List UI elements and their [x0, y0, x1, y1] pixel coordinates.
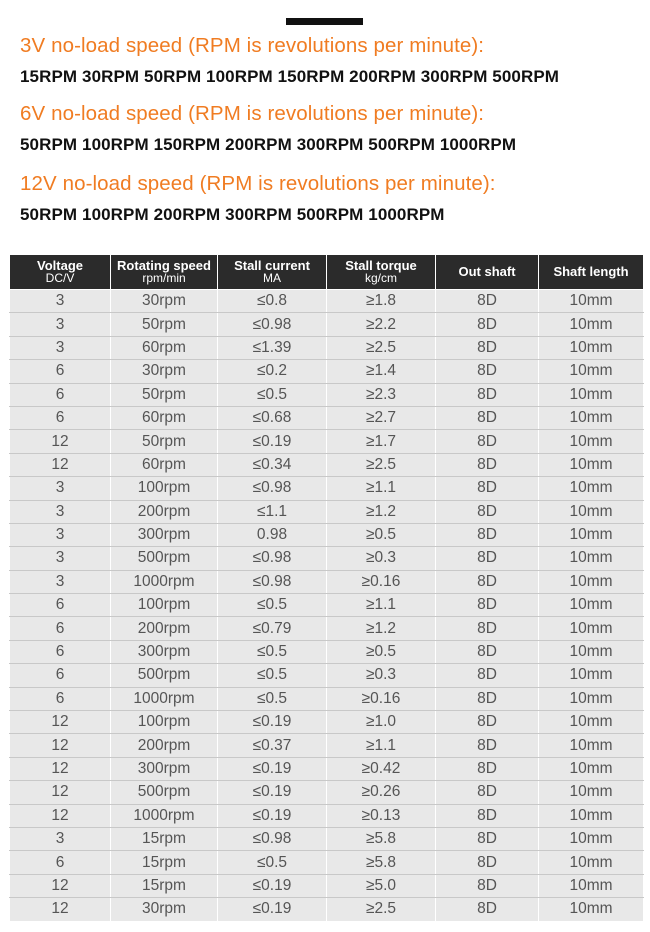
table-row	[10, 360, 644, 383]
cell-stall-current: ≤0.5	[218, 594, 327, 617]
cell-stall-current: 0.98	[218, 523, 327, 546]
cell-rotating-speed: 30rpm	[111, 290, 218, 313]
header-stall-current	[218, 255, 327, 290]
cell-stall-torque: ≥2.5	[327, 898, 436, 921]
cell-shaft-length: 10mm	[539, 500, 644, 523]
cell-stall-current: ≤0.5	[218, 687, 327, 710]
header-stall-torque	[327, 255, 436, 290]
cell-rotating-speed: 300rpm	[111, 640, 218, 663]
cell-stall-torque: ≥1.7	[327, 430, 436, 453]
table-row	[10, 640, 644, 663]
cell-rotating-speed: 50rpm	[111, 430, 218, 453]
cell-voltage: 3	[10, 500, 111, 523]
speeds-3v: 15RPM 30RPM 50RPM 100RPM 150RPM 200RPM 300RPM 500RPM	[20, 67, 560, 86]
cell-rotating-speed: 60rpm	[111, 453, 218, 476]
cell-voltage: 3	[10, 313, 111, 336]
cell-stall-torque: ≥5.0	[327, 874, 436, 897]
cell-voltage: 6	[10, 383, 111, 406]
cell-rotating-speed: 100rpm	[111, 711, 218, 734]
table-row	[10, 664, 644, 687]
cell-shaft-length: 10mm	[539, 430, 644, 453]
heading-3v: 3V no-load speed (RPM is revolutions per minute):	[20, 34, 485, 57]
header-stall-torque-unit: kg/cm	[364, 271, 397, 285]
cell-rotating-speed: 30rpm	[111, 898, 218, 921]
cell-shaft-length: 10mm	[539, 757, 644, 780]
cell-voltage: 12	[10, 734, 111, 757]
cell-stall-torque: ≥0.3	[327, 547, 436, 570]
table-row	[10, 523, 644, 546]
cell-shaft-length: 10mm	[539, 406, 644, 429]
cell-stall-torque: ≥1.2	[327, 500, 436, 523]
cell-voltage: 3	[10, 547, 111, 570]
cell-shaft-length: 10mm	[539, 594, 644, 617]
cell-stall-current: ≤0.98	[218, 547, 327, 570]
table-row	[10, 898, 644, 921]
cell-voltage: 3	[10, 336, 111, 359]
cell-out-shaft: 8D	[436, 711, 539, 734]
cell-stall-torque: ≥2.2	[327, 313, 436, 336]
table-row	[10, 827, 644, 850]
cell-shaft-length: 10mm	[539, 477, 644, 500]
cell-shaft-length: 10mm	[539, 898, 644, 921]
cell-voltage: 12	[10, 874, 111, 897]
cell-shaft-length: 10mm	[539, 570, 644, 593]
table-row	[10, 290, 644, 313]
cell-out-shaft: 8D	[436, 757, 539, 780]
cell-out-shaft: 8D	[436, 477, 539, 500]
cell-out-shaft: 8D	[436, 453, 539, 476]
header-stall-current-unit: MA	[263, 271, 281, 285]
cell-rotating-speed: 100rpm	[111, 594, 218, 617]
header-rotating-speed	[111, 255, 218, 290]
cell-rotating-speed: 500rpm	[111, 781, 218, 804]
cell-shaft-length: 10mm	[539, 734, 644, 757]
cell-stall-current: ≤0.2	[218, 360, 327, 383]
table-row	[10, 594, 644, 617]
table-row	[10, 477, 644, 500]
cell-stall-current: ≤0.98	[218, 477, 327, 500]
cell-voltage: 12	[10, 453, 111, 476]
cell-voltage: 12	[10, 757, 111, 780]
cell-rotating-speed: 50rpm	[111, 383, 218, 406]
cell-rotating-speed: 30rpm	[111, 360, 218, 383]
cell-out-shaft: 8D	[436, 406, 539, 429]
speeds-12v: 50RPM 100RPM 200RPM 300RPM 500RPM 1000RPM	[20, 205, 445, 224]
cell-shaft-length: 10mm	[539, 874, 644, 897]
table-row	[10, 430, 644, 453]
table-row	[10, 617, 644, 640]
cell-shaft-length: 10mm	[539, 804, 644, 827]
cell-stall-current: ≤0.98	[218, 570, 327, 593]
cell-stall-torque: ≥1.1	[327, 734, 436, 757]
cell-stall-current: ≤0.68	[218, 406, 327, 429]
cell-stall-torque: ≥5.8	[327, 827, 436, 850]
cell-shaft-length: 10mm	[539, 617, 644, 640]
cell-voltage: 6	[10, 687, 111, 710]
table-row	[10, 453, 644, 476]
cell-rotating-speed: 1000rpm	[111, 804, 218, 827]
header-stall-current-label: Stall current	[234, 258, 310, 273]
table-row	[10, 687, 644, 710]
cell-voltage: 3	[10, 827, 111, 850]
cell-rotating-speed: 50rpm	[111, 313, 218, 336]
cell-stall-torque: ≥1.4	[327, 360, 436, 383]
cell-stall-torque: ≥0.5	[327, 640, 436, 663]
cell-out-shaft: 8D	[436, 734, 539, 757]
cell-voltage: 6	[10, 664, 111, 687]
header-voltage-label: Voltage	[37, 258, 83, 273]
cell-stall-torque: ≥1.0	[327, 711, 436, 734]
cell-shaft-length: 10mm	[539, 383, 644, 406]
table-row	[10, 757, 644, 780]
cell-rotating-speed: 300rpm	[111, 523, 218, 546]
cell-out-shaft: 8D	[436, 874, 539, 897]
cell-rotating-speed: 100rpm	[111, 477, 218, 500]
cell-rotating-speed: 1000rpm	[111, 570, 218, 593]
cell-stall-current: ≤0.98	[218, 313, 327, 336]
cell-shaft-length: 10mm	[539, 827, 644, 850]
cell-voltage: 12	[10, 781, 111, 804]
cell-voltage: 6	[10, 617, 111, 640]
cell-out-shaft: 8D	[436, 430, 539, 453]
header-out-shaft: Out shaft	[436, 255, 539, 290]
cell-stall-torque: ≥5.8	[327, 851, 436, 874]
cell-voltage: 12	[10, 804, 111, 827]
header-rotating-speed-label: Rotating speed	[117, 258, 211, 273]
cell-stall-torque: ≥2.3	[327, 383, 436, 406]
heading-12v: 12V no-load speed (RPM is revolutions per minute):	[20, 172, 496, 195]
cell-shaft-length: 10mm	[539, 664, 644, 687]
table-row	[10, 781, 644, 804]
cell-voltage: 3	[10, 523, 111, 546]
cell-rotating-speed: 15rpm	[111, 874, 218, 897]
cell-out-shaft: 8D	[436, 336, 539, 359]
table-row	[10, 851, 644, 874]
cell-out-shaft: 8D	[436, 827, 539, 850]
table-row	[10, 570, 644, 593]
cell-out-shaft: 8D	[436, 804, 539, 827]
cell-stall-current: ≤0.5	[218, 664, 327, 687]
cell-stall-current: ≤0.98	[218, 827, 327, 850]
cell-stall-torque: ≥0.42	[327, 757, 436, 780]
cell-stall-torque: ≥0.26	[327, 781, 436, 804]
cell-stall-current: ≤0.37	[218, 734, 327, 757]
cell-out-shaft: 8D	[436, 594, 539, 617]
cell-stall-current: ≤0.19	[218, 781, 327, 804]
cell-stall-current: ≤0.5	[218, 851, 327, 874]
cell-voltage: 6	[10, 594, 111, 617]
table-row	[10, 734, 644, 757]
cell-stall-current: ≤0.19	[218, 757, 327, 780]
cell-rotating-speed: 200rpm	[111, 617, 218, 640]
cell-out-shaft: 8D	[436, 570, 539, 593]
cell-stall-torque: ≥0.13	[327, 804, 436, 827]
cell-out-shaft: 8D	[436, 547, 539, 570]
cell-voltage: 3	[10, 570, 111, 593]
cell-stall-current: ≤0.5	[218, 383, 327, 406]
table-row	[10, 711, 644, 734]
speeds-6v: 50RPM 100RPM 150RPM 200RPM 300RPM 500RPM 1000RPM	[20, 135, 517, 154]
header-voltage-unit: DC/V	[45, 271, 75, 285]
cell-voltage: 3	[10, 290, 111, 313]
cell-shaft-length: 10mm	[539, 640, 644, 663]
cell-stall-torque: ≥1.2	[327, 617, 436, 640]
cell-out-shaft: 8D	[436, 523, 539, 546]
cell-rotating-speed: 200rpm	[111, 500, 218, 523]
cell-shaft-length: 10mm	[539, 523, 644, 546]
table-row	[10, 336, 644, 359]
cell-stall-torque: ≥2.5	[327, 336, 436, 359]
header-voltage	[10, 255, 111, 290]
cell-stall-current: ≤0.19	[218, 430, 327, 453]
cell-shaft-length: 10mm	[539, 687, 644, 710]
cell-rotating-speed: 1000rpm	[111, 687, 218, 710]
cell-shaft-length: 10mm	[539, 336, 644, 359]
cell-voltage: 6	[10, 851, 111, 874]
cell-voltage: 12	[10, 898, 111, 921]
cell-voltage: 12	[10, 430, 111, 453]
cell-stall-current: ≤1.39	[218, 336, 327, 359]
cell-stall-current: ≤0.8	[218, 290, 327, 313]
cell-shaft-length: 10mm	[539, 290, 644, 313]
cell-out-shaft: 8D	[436, 640, 539, 663]
header-stall-torque-label: Stall torque	[345, 258, 417, 273]
cell-rotating-speed: 200rpm	[111, 734, 218, 757]
cell-stall-current: ≤0.34	[218, 453, 327, 476]
spec-table	[9, 254, 644, 921]
cell-out-shaft: 8D	[436, 500, 539, 523]
cell-stall-current: ≤0.19	[218, 874, 327, 897]
cell-stall-torque: ≥2.5	[327, 453, 436, 476]
header-rotating-speed-unit: rpm/min	[142, 271, 186, 285]
cell-rotating-speed: 300rpm	[111, 757, 218, 780]
cell-voltage: 12	[10, 711, 111, 734]
cell-shaft-length: 10mm	[539, 313, 644, 336]
cell-out-shaft: 8D	[436, 851, 539, 874]
cell-shaft-length: 10mm	[539, 360, 644, 383]
table-row	[10, 500, 644, 523]
table-row	[10, 874, 644, 897]
cell-rotating-speed: 60rpm	[111, 406, 218, 429]
cell-shaft-length: 10mm	[539, 851, 644, 874]
cell-stall-torque: ≥1.1	[327, 477, 436, 500]
cell-stall-torque: ≥0.3	[327, 664, 436, 687]
cell-out-shaft: 8D	[436, 781, 539, 804]
header-shaft-length: Shaft length	[539, 255, 644, 290]
cell-out-shaft: 8D	[436, 313, 539, 336]
cell-out-shaft: 8D	[436, 664, 539, 687]
table-row	[10, 547, 644, 570]
cell-stall-current: ≤0.19	[218, 711, 327, 734]
cell-rotating-speed: 15rpm	[111, 827, 218, 850]
cell-stall-torque: ≥0.16	[327, 570, 436, 593]
cell-out-shaft: 8D	[436, 290, 539, 313]
table-row	[10, 383, 644, 406]
cell-stall-torque: ≥1.1	[327, 594, 436, 617]
cell-out-shaft: 8D	[436, 687, 539, 710]
cell-stall-torque: ≥1.8	[327, 290, 436, 313]
table-header-row	[10, 255, 644, 290]
top-divider-bar	[286, 18, 363, 25]
cell-out-shaft: 8D	[436, 360, 539, 383]
cell-voltage: 6	[10, 406, 111, 429]
cell-rotating-speed: 60rpm	[111, 336, 218, 359]
table-row	[10, 313, 644, 336]
cell-stall-current: ≤0.19	[218, 898, 327, 921]
cell-rotating-speed: 500rpm	[111, 547, 218, 570]
cell-out-shaft: 8D	[436, 898, 539, 921]
cell-stall-torque: ≥2.7	[327, 406, 436, 429]
cell-stall-current: ≤0.79	[218, 617, 327, 640]
cell-stall-current: ≤0.19	[218, 804, 327, 827]
heading-6v: 6V no-load speed (RPM is revolutions per minute):	[20, 102, 485, 125]
cell-out-shaft: 8D	[436, 617, 539, 640]
table-row	[10, 406, 644, 429]
cell-stall-current: ≤1.1	[218, 500, 327, 523]
table-row	[10, 804, 644, 827]
cell-shaft-length: 10mm	[539, 781, 644, 804]
cell-out-shaft: 8D	[436, 383, 539, 406]
cell-shaft-length: 10mm	[539, 453, 644, 476]
cell-stall-torque: ≥0.5	[327, 523, 436, 546]
cell-rotating-speed: 15rpm	[111, 851, 218, 874]
cell-shaft-length: 10mm	[539, 711, 644, 734]
cell-stall-torque: ≥0.16	[327, 687, 436, 710]
table-body	[10, 290, 644, 921]
cell-shaft-length: 10mm	[539, 547, 644, 570]
cell-voltage: 6	[10, 640, 111, 663]
cell-voltage: 3	[10, 477, 111, 500]
cell-voltage: 6	[10, 360, 111, 383]
cell-rotating-speed: 500rpm	[111, 664, 218, 687]
cell-stall-current: ≤0.5	[218, 640, 327, 663]
